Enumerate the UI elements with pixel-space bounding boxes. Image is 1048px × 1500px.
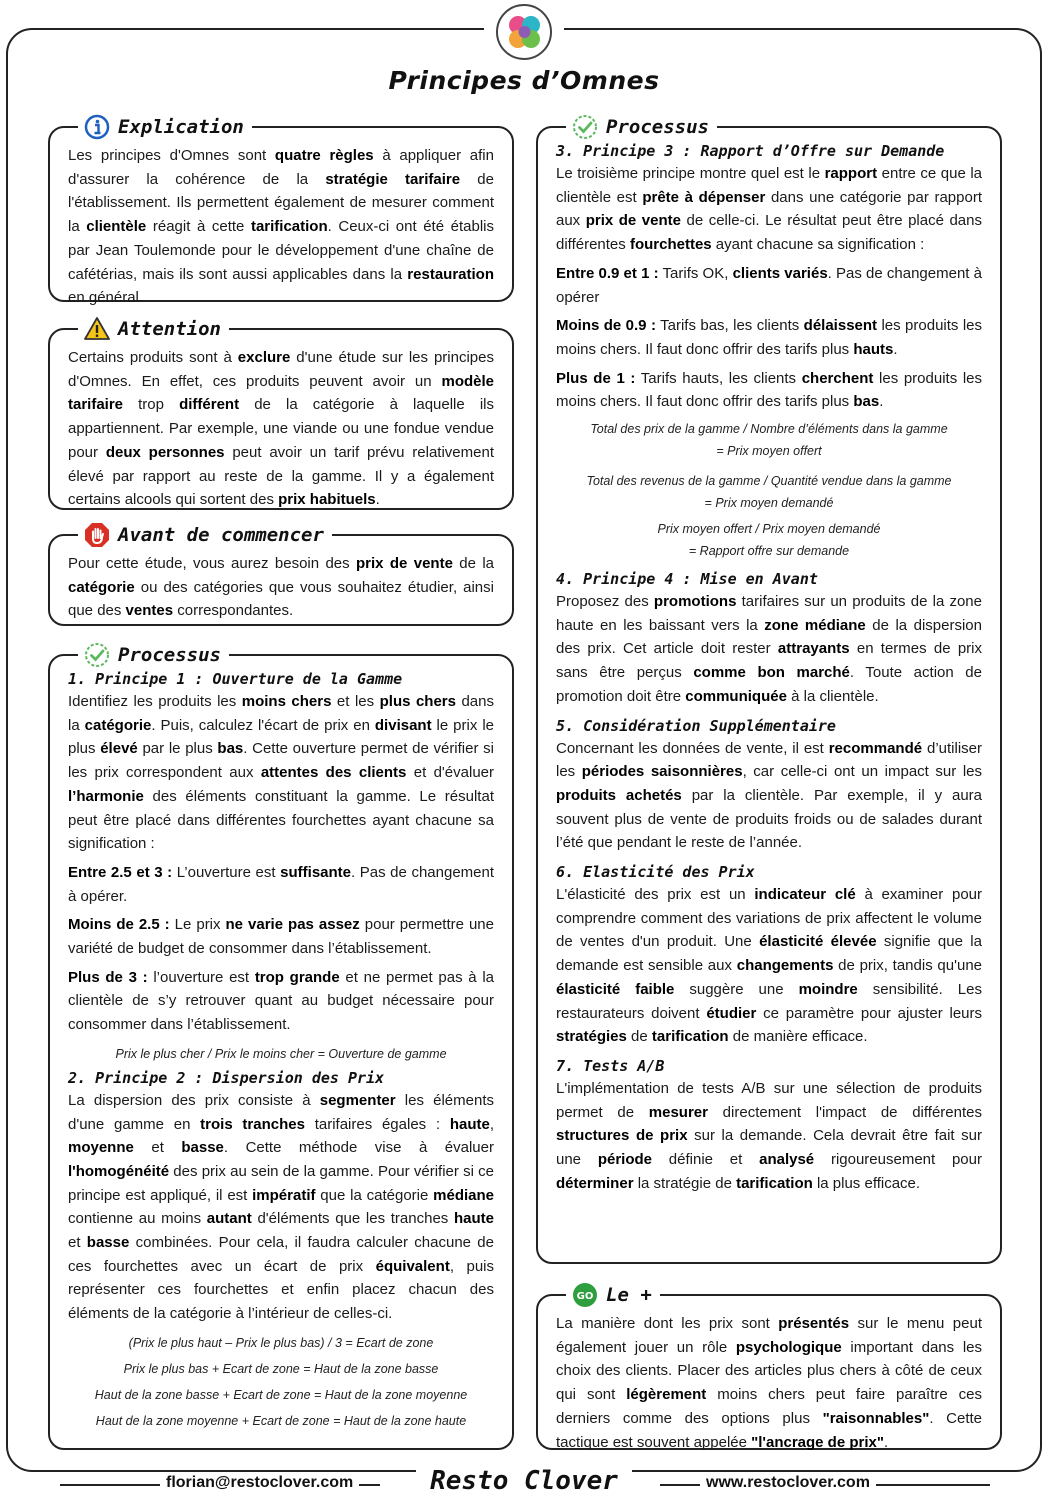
explication-box [48, 116, 514, 307]
principe-4-text: Proposez des promotions tarifaires sur un produits de la zone haute en les baissant vers la zone médiane de la dispersion des prix. Cet article doit rester attrayants en termes de prix sans être perçus comme bon marché. Toute action de promotion doit être communiquée à la clientèle. [556, 593, 982, 705]
principe-2-formula-1: (Prix le plus haut – Prix le plus bas) / 3 = Ecart de zone [128, 1335, 434, 1350]
principe-3-formula-2a: Total des revenus de la gamme / Quantité vendue dans la gamme [586, 474, 952, 489]
principe-2-formula-3: Haut de la zone basse + Ecart de zone = Haut de la zone moyenne [94, 1387, 468, 1402]
avant-text: Pour cette étude, vous aurez besoin des prix de vente de la catégorie ou des catégories que vous souhaitez étudier, ainsi que des ventes correspondantes. [68, 555, 494, 620]
processus-right-title: Processus [606, 116, 709, 138]
warning-icon [84, 316, 110, 342]
principe-2-text: La dispersion des prix consiste à segmenter les éléments d'une gamme en trois tranches tarifaires égales : haute, moyenne et basse. Cette méthode vise à évaluer l'homogénéité des prix au sein de la gamme. Pour vérifier si ce principe est appliqué, il est impératif que la catégorie médiane contienne au moins autant d'éléments que les tranches haute et basse combinées. Pour cela, il faudra calculer chacune de ces fourchettes avec un écart de prix équivalent, puis représenter ces fourchettes et enfin placez chacun des éléments de la catégorie à l’intérieur de celles-ci. [68, 1091, 495, 1323]
principe-3-formula-3b: = Rapport offre sur demande [688, 544, 850, 559]
principe-1-text: Identifiez les produits les moins chers et les plus chers dans la catégorie. Puis, calculez l'écart de prix en divisant le prix le plus élevé par le plus bas. Cette ouverture permet de vérifier si les prix correspondent aux attentes des clients et d'évaluer l’harmonie des éléments constituant la gamme. Le résultat peut être placé dans différentes fourchettes ayant chacune sa signification : [68, 693, 495, 853]
principe-3-title: 3. Principe 3 : Rapport d’Offre sur Demande [556, 142, 945, 160]
le-plus-box [536, 1284, 1002, 1451]
principe-4-title: 4. Principe 4 : Mise en Avant [556, 570, 818, 589]
principe-1-formula: Prix le plus cher / Prix le moins cher = Ouverture de gamme [115, 1046, 447, 1061]
processus-right-box [536, 116, 1002, 1264]
processus-right-header [566, 113, 717, 141]
go-badge-icon [572, 1282, 598, 1308]
footer-brand-text: Resto Clover [416, 1466, 632, 1496]
principe-3-formula-3a: Prix moyen offert / Prix moyen demandé [657, 522, 881, 537]
processus-left-header [78, 641, 229, 669]
le-plus-header [566, 1281, 660, 1309]
principe-3-range-2: Moins de 0.9 : Tarifs bas, les clients délaissent les produits les moins chers. Il faut donc offrir des tarifs plus hauts. [556, 317, 983, 358]
tests-ab-title: 7. Tests A/B [556, 1056, 665, 1075]
explication-text: Les principes d'Omnes sont quatre règles à appliquer afin d'assurer la cohérence de la stratégie tarifaire de l'établissement. Ils permettent également de mesurer comment la clientèle réagit à cette tarification. Ceux-ci ont été établis par Jean Toulemonde pour le développement d'une chaîne de cafétérias, mais ils sont aussi applicables dans la restauration en général. [68, 147, 494, 307]
footer-brand [0, 1466, 1048, 1496]
check-badge-icon [84, 642, 110, 668]
processus-left-box [48, 644, 514, 1450]
principe-2-formula-2: Prix le plus bas + Ecart de zone = Haut de la zone basse [123, 1361, 439, 1376]
principe-1-title: 1. Principe 1 : Ouverture de la Gamme [68, 670, 403, 688]
processus-left-title: Processus [118, 644, 221, 666]
tests-ab-text: L'implémentation de tests A/B sur une sélection de produits permet de mesurer directement l'impact de différentes structures de prix sur la demande. Cela devrait être fait sur une période définie et analysé rigoureusement pour déterminer la stratégie de tarification la plus efficace. [556, 1079, 982, 1192]
avant-box [48, 524, 514, 626]
avant-title: Avant de commencer [118, 524, 324, 546]
consideration-title: 5. Considération Supplémentaire [556, 716, 836, 735]
le-plus-title: Le + [606, 1284, 652, 1306]
principe-1-range-1: Entre 2.5 et 3 : L’ouverture est suffisante. Pas de changement à opérer. [68, 863, 495, 905]
footer-website-link[interactable]: www.restoclover.com [700, 1474, 876, 1492]
principe-3-formula-1b: = Prix moyen offert [716, 444, 822, 459]
principe-1-range-3: Plus de 3 : l’ouverture est trop grande et ne permet pas à la clientèle de s’y retrouver quant au budget nécessaire pour consommer dans l’établissement. [68, 968, 494, 1034]
page-title: Principes d’Omnes [388, 66, 660, 95]
clover-icon [504, 12, 544, 52]
check-badge-icon [572, 114, 598, 140]
clover-logo [496, 4, 552, 60]
elasticite-title: 6. Elasticité des Prix [556, 863, 755, 882]
explication-title: Explication [118, 116, 244, 138]
principe-2-formula-4: Haut de la zone moyenne + Ecart de zone = Haut de la zone haute [95, 1413, 467, 1428]
principe-3-formula-2b: = Prix moyen demandé [704, 496, 834, 511]
explication-header [78, 113, 252, 141]
principe-1-range-2: Moins de 2.5 : Le prix ne varie pas assez pour permettre une variété de budget de consommer dans l’établissement. [68, 916, 494, 958]
attention-title: Attention [118, 318, 221, 340]
elasticite-text: L'élasticité des prix est un indicateur clé à examiner pour comprendre comment des variations de prix affectent le volume de ventes d'un produit. Une élasticité élevée signifie que la demande est sensible aux changements de prix, tandis qu'une élasticité faible suggère une moindre sensibilité. Les restaurateurs doivent étudier ce paramètre pour ajuster leurs stratégies de tarification de manière efficace. [556, 886, 983, 1046]
avant-header [78, 521, 332, 549]
principe-2-title: 2. Principe 2 : Dispersion des Prix [68, 1068, 385, 1087]
info-icon [84, 114, 110, 140]
stop-hand-icon [84, 522, 110, 548]
attention-text: Certains produits sont à exclure d'une étude sur les principes d'Omnes. En effet, ces produits peuvent avoir un modèle tarifaire trop différent de la catégorie à laquelle ils appartiennent. Par exemple, une viande ou une fondue vendue pour deux personnes peut avoir un tarif prévu relativement élevé par rapport au reste de la gamme. Il y a également certains alcools qui sortent des prix habituels. [68, 349, 494, 509]
footer-email-link[interactable]: florian@restoclover.com [160, 1474, 359, 1492]
consideration-text: Concernant les données de vente, il est recommandé d’utiliser les périodes saisonnières, car celle-ci ont un impact sur les produits achetés par la clientèle. Par exemple, il y aura souvent plus de vente de produits froids ou de salades durant l’été que pendant le reste de l’année. [556, 739, 983, 852]
le-plus-text: La manière dont les prix sont présentés sur le menu peut également jouer un rôle psychologique important dans les choix des clients. Placer des articles plus chers à côté de ceux qui sont légèrement moins chers peut faire paraître ces derniers comme des options plus "raisonnables". Cette tactique est souvent appelée "l'ancrage de prix". [556, 1315, 983, 1451]
principe-3-formula-1a: Total des prix de la gamme / Nombre d’éléments dans la gamme [590, 422, 948, 437]
attention-header [78, 315, 229, 343]
principe-3-range-1: Entre 0.9 et 1 : Tarifs OK, clients variés. Pas de changement à opérer [556, 264, 982, 306]
principe-3-range-3: Plus de 1 : Tarifs hauts, les clients cherchent les produits les moins chers. Il faut donc offrir des tarifs plus bas. [556, 369, 983, 411]
attention-box [48, 318, 514, 510]
principe-3-text: Le troisième principe montre quel est le rapport entre ce que la clientèle est prête à dépenser dans une catégorie par rapport aux prix de vente de celle-ci. Le résultat peut être placé dans différentes fourchettes ayant chacune sa signification : [556, 165, 982, 254]
go-badge-text: GO [576, 1291, 594, 1302]
